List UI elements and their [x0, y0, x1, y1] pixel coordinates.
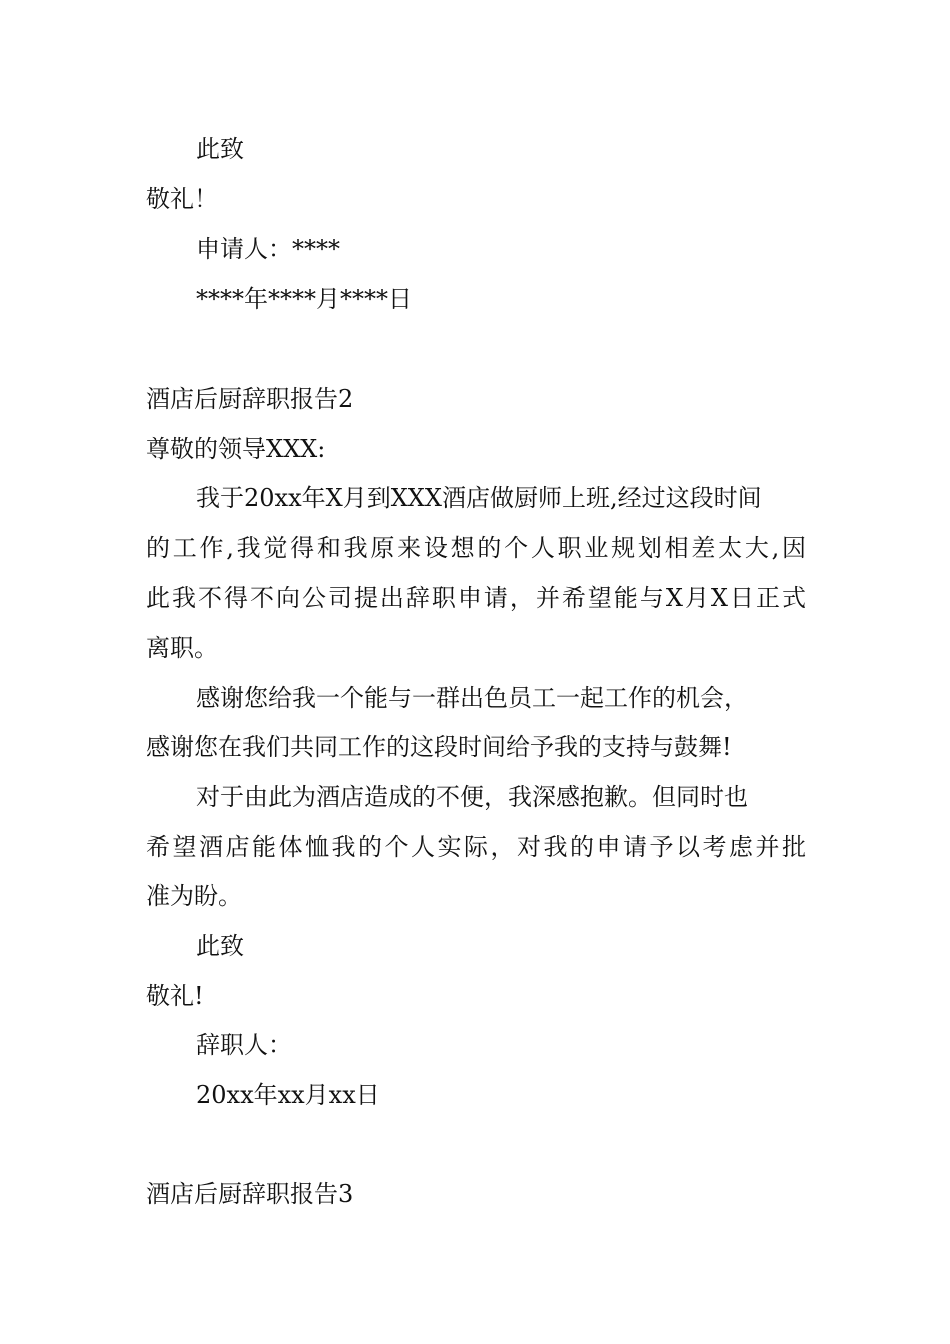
paragraph-2-line-2: 感谢您在我们共同工作的这段时间给予我的支持与鼓舞! [146, 733, 732, 761]
report-2-salutation: 此致 [196, 932, 244, 960]
paragraph-1-line-1: 我于20xx年X月到XXX酒店做厨师上班,经过这段时间 [196, 484, 762, 512]
applicant-date: ****年****月****日 [196, 285, 412, 313]
applicant-line: 申请人：**** [196, 235, 340, 263]
report-3-title: 酒店后厨辞职报告3 [146, 1180, 354, 1208]
paragraph-3-line-2: 希望酒店能体恤我的个人实际，对我的申请予以考虑并批 [146, 833, 806, 861]
paragraph-1-line-2: 的工作,我觉得和我原来设想的个人职业规划相差太大,因 [146, 534, 806, 562]
report-2-title: 酒店后厨辞职报告2 [146, 385, 354, 413]
paragraph-1-line-4: 离职。 [146, 634, 218, 662]
paragraph-3-line-3: 准为盼。 [146, 882, 242, 910]
paragraph-3-line-1: 对于由此为酒店造成的不便，我深感抱歉。但同时也 [196, 783, 748, 811]
paragraph-2-line-1: 感谢您给我一个能与一群出色员工一起工作的机会， [196, 684, 748, 712]
closing-regards: 敬礼！ [146, 185, 218, 213]
report-2-signer: 辞职人： [196, 1031, 292, 1059]
closing-salutation: 此致 [196, 135, 244, 163]
report-2-greeting: 尊敬的领导XXX: [146, 435, 326, 463]
report-2-date: 20xx年xx月xx日 [196, 1081, 380, 1109]
report-2-regards: 敬礼! [146, 982, 204, 1010]
paragraph-1-line-3: 此我不得不向公司提出辞职申请，并希望能与X月X日正式 [146, 584, 806, 612]
